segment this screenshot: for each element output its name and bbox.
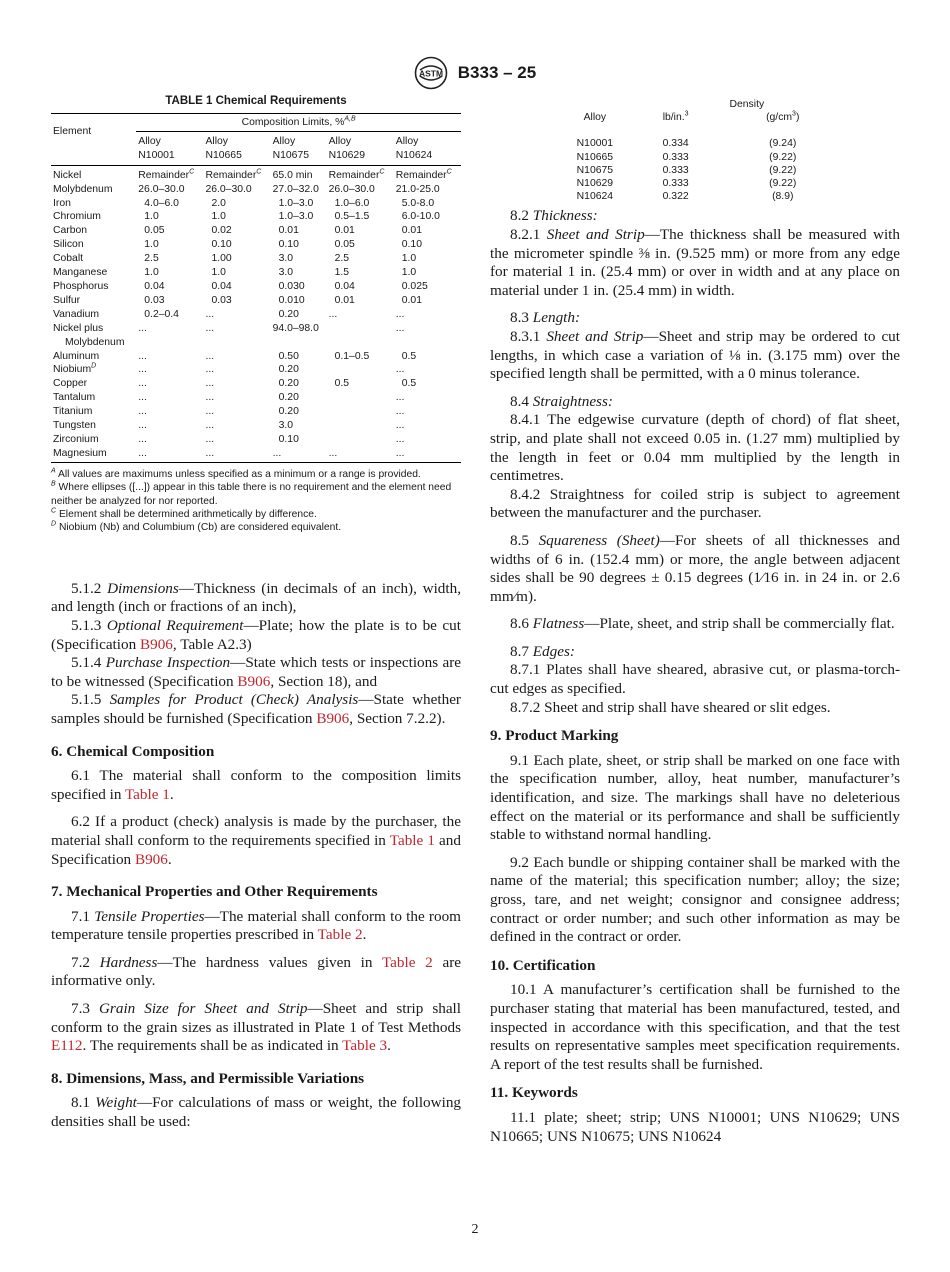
density-row [552,151,852,164]
table-cell: ... [205,420,215,432]
left-column [51,93,461,1132]
table-cell: 1.0–6.0 [334,197,370,209]
table-cell: ... [138,392,147,404]
density-col-g: $(g/cm^3)$ [766,110,800,124]
para-5-1-5: 5.1.5 Samples for Product (Check) Analysis—State whether samples should be furnished (Specification B906, Section 7.2.2). [51,691,461,727]
density-cell: 0.334 [662,138,689,150]
table-cell: ... [395,322,405,334]
density-header: Density [729,99,765,110]
table-cell: 0.10 [211,239,232,251]
table-cell [271,336,327,350]
element-name: Vanadium [53,308,100,320]
density-row [552,190,852,203]
table-1-title: TABLE 1 Chemical Requirements [165,95,347,107]
table-cell: 3.0 [278,253,294,265]
table-cell: 27.0–32.0 [272,183,319,195]
table-row [51,210,461,224]
table-row [51,377,461,391]
table-cell: ... [138,433,147,445]
para-5-1-2: 5.1.2 Dimensions—Thickness (in decimals of an inch), width, and length (inch or fractions of an inch), [51,579,462,616]
element-name: Titanium [53,406,93,418]
element-name: Carbon [53,225,88,237]
table-cell: 2.5 [334,253,350,265]
table-row [51,308,461,322]
para-6-2: 6.2 If a product (check) analysis is made by the purchaser, the material shall conform to the requirements specified in Table 1 and Specification B906. [51,813,461,868]
table-row [51,238,461,252]
table-cell [327,405,394,419]
table-cell: 0.01 [401,225,422,237]
table-cell: Remainder$^C$ [138,168,195,181]
table-cell: Remainder$^C$ [328,168,385,181]
table-row [51,447,461,461]
density-cell: N10624 [576,191,614,203]
density-cell: N10665 [576,151,614,163]
density-cell: (8.9) [772,191,794,203]
table-cell: 26.0–30.0 [328,183,375,195]
density-cell: (9.24) [769,138,797,150]
para-8-7-2: 8.7.2 Sheet and strip shall have sheared or slit edges. [510,698,831,716]
density-cell: (9.22) [769,164,797,176]
section-9-heading: 9. Product Marking [490,727,619,745]
table-cell: ... [328,308,338,320]
alloy-column-header: Alloy N10629 [328,135,365,161]
table-row [51,350,461,364]
para-5-1-4: 5.1.4 Purchase Inspection—State which tests or inspections are to be witnessed (Specification B906, Section 18), and [51,654,462,690]
table-cell: ... [395,420,405,432]
table-cell: 0.20 [278,364,299,376]
table-cell: 0.01 [334,225,355,237]
table-cell: 0.04 [211,280,232,292]
para-8-4: 8.4 Straightness: [510,392,613,410]
table-cell: 0.5 [334,378,350,390]
table-cell: ... [138,406,147,418]
table-cell: ... [205,447,215,459]
table-cell: ... [205,350,215,362]
table-row [51,363,461,377]
element-name: Manganese [53,267,108,279]
table-cell [203,336,270,350]
para-6-1: 6.1 The material shall conform to the composition limits specified in Table 1. [51,767,461,803]
table-row [51,294,461,308]
table-cell: 26.0–30.0 [205,183,252,195]
link-table-1[interactable]: Table 1 [389,831,435,849]
footnote: $^A$ All values are maximums unless specified as a minimum or a range is provided. [51,467,421,480]
footnote: $^C$ Element shall be determined arithmetically by difference. [51,507,317,520]
table-cell [327,419,394,433]
table-cell: 6.0-10.0 [401,211,440,223]
table-cell: 1.0 [211,211,226,223]
element-name: Molybdenum [65,336,125,348]
table-footnotes [51,468,461,535]
table-cell: Remainder$^C$ [205,168,262,181]
table-cell: 0.10 [278,239,299,251]
table-row [51,419,461,433]
element-header: Element [53,126,92,137]
table-row [51,266,461,280]
table-row [51,165,461,182]
para-8-7: 8.7 Edges: [510,642,575,660]
page-header [0,56,950,90]
para-7-1: 7.1 Tensile Properties—The material shall conform to the room temperature tensile properties prescribed in Table 2. [51,907,461,944]
table-row [51,322,461,336]
section-10-heading: 10. Certification [490,956,596,974]
para-5-1-3: 5.1.3 Optional Requirement—Plate; how the plate is to be cut (Specification B906, Table A2.3) [51,616,461,653]
section-6-heading: 6. Chemical Composition [51,742,215,760]
table-cell: ... [205,308,215,320]
element-name: Silicon [53,239,84,251]
density-cell: N10675 [576,164,614,176]
right-column [490,98,900,1146]
table-cell: ... [395,433,405,445]
link-b906[interactable]: B906 [139,635,173,653]
table-cell: 0.1–0.5 [334,350,370,362]
alloy-column-header: Alloy N10001 [138,135,175,161]
table-cell: ... [138,350,147,362]
table-cell: ... [138,364,147,376]
table-cell: 0.04 [334,280,355,292]
table-row [51,391,461,405]
table-cell: 0.03 [211,294,232,306]
table-cell: ... [395,392,405,404]
element-name: Magnesium [53,447,107,459]
alloy-column-header: Alloy N10675 [272,135,310,161]
table-cell: 0.01 [278,225,299,237]
para-8-6: 8.6 Flatness—Plate, sheet, and strip shall be commercially flat. [510,615,895,633]
table-cell: 1.5 [334,267,350,279]
table-cell: ... [138,447,147,459]
composition-header: Composition Limits, %$^{A,B}$ [136,114,461,132]
table-cell: 1.00 [211,253,232,265]
para-7-3: 7.3 Grain Size for Sheet and Strip—Sheet and strip shall conform to the grain sizes as illustrated in Plate 1 of Test Methods E112. The requirements shall be as indicated in Table 3. [51,1000,462,1055]
table-cell: 0.10 [278,433,299,445]
table-row [51,280,461,294]
para-8-7-1: 8.7.1 Plates shall have sheared, abrasive cut, or plasma-torch-cut edges as specified. [490,661,900,698]
table-cell: 0.5 [401,378,417,390]
density-cell: 0.333 [662,164,689,176]
table-row [51,433,461,447]
document-id: B333 – 25 [457,63,537,82]
table-cell: 1.0 [144,267,159,279]
astm-logo-icon [414,56,448,90]
table-cell: 1.0 [401,267,417,279]
element-name: Phosphorus [53,280,109,292]
table-cell: 26.0–30.0 [138,183,185,195]
table-cell: 0.10 [401,239,422,251]
para-8-3: 8.3 Length: [510,309,581,327]
link-table-2[interactable]: Table 2 [317,926,363,944]
table-cell: ... [205,406,215,418]
table-cell: 0.20 [278,308,299,320]
table-cell: 0.20 [278,392,299,404]
table-row [51,224,461,238]
table-cell: 0.010 [278,294,305,306]
table-cell: 0.01 [334,294,355,306]
density-cell: N10001 [576,138,614,150]
table-cell: 1.0–3.0 [278,211,314,223]
svg-text:ASTM: ASTM [418,68,443,79]
table-cell: 94.0–98.0 [272,322,319,334]
table-cell [394,336,461,350]
element-name: Sulfur [53,294,81,306]
element-name: Niobium$^D$ [53,362,97,376]
density-row [552,137,852,150]
table-cell: 1.0 [401,253,417,265]
element-name: Molybdenum [53,183,113,195]
alloy-column-header: Alloy N10665 [205,135,242,161]
table-cell: 21.0-25.0 [395,183,440,195]
table-cell: 1.0 [211,267,226,279]
element-name: Tungsten [53,420,96,432]
element-name: Nickel [53,169,82,181]
element-name: Aluminum [53,350,100,362]
table-cell: 0.030 [278,280,305,292]
para-10-1: 10.1 A manufacturer’s certification shall be furnished to the purchaser stating that material has been manufactured, tested, and inspected in accordance with this specification, and that the test results on representative samples meet specification requirements. A report of the test results shall be furnished. [490,981,900,1073]
table-cell: 0.20 [278,406,299,418]
table-cell: 0.5–1.5 [334,211,370,223]
table-cell: Remainder$^C$ [395,168,452,181]
density-cell: (9.22) [769,178,797,190]
density-row [552,164,852,177]
para-8-1: 8.1 Weight—For calculations of mass or weight, the following densities shall be used: [51,1094,462,1131]
table-cell: 2.0 [211,197,226,209]
table-row [51,197,461,211]
table-cell: 0.01 [401,294,422,306]
link-b906[interactable]: B906 [316,709,350,727]
table-cell: 5.0-8.0 [401,197,435,209]
table-cell: 4.0–6.0 [144,197,179,209]
para-8-3-1: 8.3.1 Sheet and Strip—Sheet and strip may be ordered to cut lengths, in which case a variation of ⅛ in. (3.175 mm) over the specified length shall be permitted, with a 0 minus tolerance. [490,327,900,383]
link-b906[interactable]: B906 [237,672,271,690]
footnote: $^D$ Niobium (Nb) and Columbium (Cb) are considered equivalent. [51,520,342,534]
element-name: Copper [53,378,88,390]
table-cell: ... [138,378,147,390]
element-name: Tantalum [53,392,96,404]
table-cell: 0.5 [401,350,417,362]
density-cell: 0.333 [662,178,689,190]
table-cell [327,433,394,447]
para-8-4-2: 8.4.2 Straightness for coiled strip is subject to agreement between the manufacturer and the purchaser. [490,485,900,522]
table-cell: 1.0–3.0 [278,197,314,209]
table-cell: 1.0 [144,211,159,223]
element-name: Nickel plus [53,322,104,334]
section-7-heading: 7. Mechanical Properties and Other Requirements [51,883,378,901]
table-cell: ... [138,322,147,334]
page-number: 2 [471,1222,479,1237]
element-name: Iron [53,197,71,209]
density-cell: N10629 [576,178,614,190]
table-cell: 0.02 [211,225,232,237]
table-row [51,183,461,197]
para-8-5: 8.5 Squareness (Sheet)—For sheets of all thicknesses and widths of 6 in. (152.4 mm) or more, the angle between adjacent sides shall be 90 degrees ± 0.15 degrees (1⁄16 in. in 24 in. or 2.6 mm⁄m). [490,531,900,605]
table-cell: ... [205,322,215,334]
link-table-3[interactable]: Table 3 [342,1037,388,1055]
element-name: Chromium [53,211,101,223]
table-cell: 0.025 [401,280,428,292]
para-8-4-1: 8.4.1 The edgewise curvature (depth of chord) of flat sheet, strip, and plate shall not exceed 0.05 in. (1.27 mm) multiplied by the length in feet or 0.04 mm multiplied by the length in centimetres. [490,411,900,485]
alloy-column-header: Alloy N10624 [395,135,433,161]
table-cell: 2.5 [144,253,159,265]
table-cell [327,336,394,350]
table-cell: ... [395,364,405,376]
table-cell [327,322,394,336]
link-b906[interactable]: B906 [134,850,168,868]
table-cell: 3.0 [278,267,294,279]
table-cell: ... [138,420,147,432]
table-cell: 0.04 [144,280,165,292]
para-9-2: 9.2 Each bundle or shipping container shall be marked with the name of the material; this specification number; alloy; the size; gross, tare, and net weight; consignor and consignee address; contract or order number; and such other information as may be defined in the contract or order. [490,853,900,946]
table-cell [327,363,394,377]
table-row [51,252,461,266]
table-cell: 1.0 [144,239,159,251]
table-cell: ... [205,433,215,445]
table-cell: ... [205,392,215,404]
para-11-1: 11.1 plate; sheet; strip; UNS N10001; UNS N10629; UNS N10665; UNS N10675; UNS N10624 [490,1108,900,1145]
table-cell [136,336,203,350]
table-row [51,405,461,419]
table-cell: 3.0 [278,420,294,432]
density-table [552,98,852,203]
table-cell: ... [205,364,215,376]
density-cell: 0.322 [662,191,689,203]
density-col-alloy: Alloy [583,112,607,124]
link-table-1[interactable]: Table 1 [124,785,170,803]
density-cell: 0.333 [662,151,689,163]
table-cell [327,391,394,405]
density-cell: (9.22) [769,151,797,163]
table-cell: ... [272,447,282,459]
table-cell: ... [205,378,215,390]
table-cell: 0.05 [334,239,355,251]
table-row [51,336,461,350]
density-row [552,177,852,190]
table-cell: ... [395,308,405,320]
section-11-heading: 11. Keywords [490,1084,578,1102]
link-table-2[interactable]: Table 2 [381,953,433,971]
para-8-2: 8.2 Thickness: [510,207,598,225]
table-cell: ... [328,447,338,459]
link-e112[interactable]: E112 [51,1037,83,1055]
table-cell: 65.0 min [272,169,313,181]
table-cell: ... [395,447,405,459]
section-8-heading: 8. Dimensions, Mass, and Permissible Variations [51,1069,365,1087]
table-cell: ... [395,406,405,418]
density-col-lb: lb/in.$^3$ [662,110,689,124]
para-8-2-1: 8.2.1 Sheet and Strip—The thickness shall be measured with the micrometer spindle ⅜ in. (9.525 mm) or more from any edge for material 1 in. (25.4 mm) or over in width and at any place on material under 1 in. (25.4 mm) in width. [490,226,900,299]
table-cell: 0.05 [144,225,165,237]
table-cell: 0.50 [278,350,299,362]
table-cell: 0.20 [278,378,299,390]
para-7-2: 7.2 Hardness—The hardness values given in Table 2 are informative only. [51,953,461,990]
chemical-requirements-table [51,113,461,461]
table-cell: 0.03 [144,294,165,306]
element-name: Zirconium [53,433,99,445]
footnote: $^B$ Where ellipses ([...]) appear in this table there is no requirement and the element need neither be analyzed for nor reported. [51,480,452,507]
element-name: Cobalt [53,253,84,265]
para-9-1: 9.1 Each plate, sheet, or strip shall be marked on one face with the specification number, alloy, heat number, manufacturer’s identification, and size. The markings shall have no deleterious effect on the material or its performance and shall be sufficiently stable to withstand normal handling. [490,751,900,844]
table-cell: 0.2–0.4 [144,308,179,320]
